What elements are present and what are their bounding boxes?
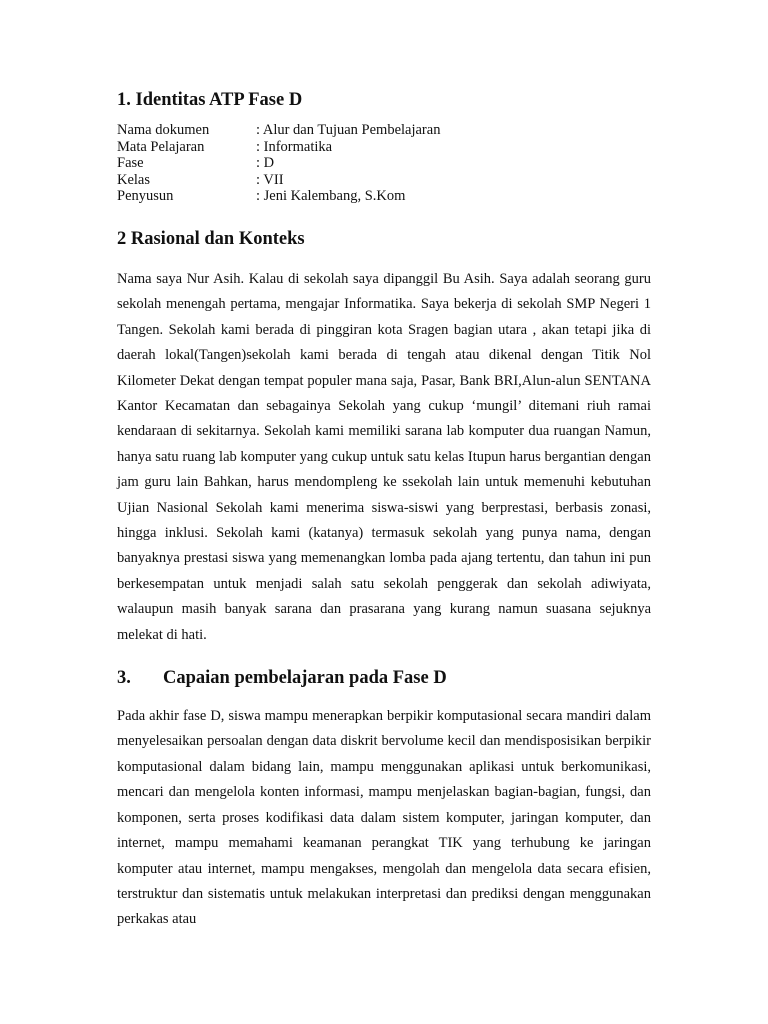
identity-row-kelas <box>117 172 651 189</box>
identity-table <box>117 122 651 205</box>
section-2-heading: 2 Rasional dan Konteks <box>117 228 305 249</box>
identity-label: Nama dokumen <box>117 122 210 138</box>
section-3-heading-row <box>117 664 651 692</box>
section-3-number: 3. <box>117 668 131 689</box>
section-3-paragraph: Pada akhir fase D, siswa mampu menerapkan berpikir komputasional secara mandiri dalam menyelesaikan persoalan dengan data diskrit bervolume kecil dan mendisposisikan berpikir komputasional dalam bidang lain, mampu menggunakan aplikasi untuk berkomunikasi, mencari dan mengelola konten informasi, mampu menjelaskan bagian-bagian, fungsi, dan komponen, serta proses kodifikasi data dalam sistem komputer, jaringan komputer, dan internet, mampu memahami keamanan perangkat TIK yang terhubung ke jaringan komputer atau internet, mampu mengakses, mengolah dan mengelola data secara efisien, terstruktur dan sistematis untuk melakukan interpretasi dan prediksi dengan menggunakan perkakas atau <box>117 708 651 928</box>
identity-row-penyusun <box>117 188 651 205</box>
identity-label: Fase <box>117 155 144 172</box>
identity-label: Penyusun <box>117 188 174 205</box>
identity-label: Kelas <box>117 171 151 188</box>
identity-value: : VII <box>256 171 284 188</box>
identity-value: : Jeni Kalembang, S.Kom <box>256 188 406 205</box>
identity-value: : Informatika <box>256 138 333 155</box>
identity-row-fase <box>117 155 651 172</box>
section-3-heading: Capaian pembelajaran pada Fase D <box>163 668 447 689</box>
identity-row-nama-dokumen <box>117 122 651 139</box>
identity-value: : D <box>256 155 275 172</box>
section-2-paragraph: Nama saya Nur Asih. Kalau di sekolah saya dipanggil Bu Asih. Saya adalah seorang guru sekolah menengah pertama, mengajar Informatika. Saya bekerja di sekolah SMP Negeri 1 Tangen. Sekolah kami berada di pinggiran kota Sragen bagian utara , akan tetapi jika di daerah lokal(Tangen)sekolah kami berada di tengah atau dikenal dengan Titik Nol Kilometer Dekat dengan tempat populer mana saja, Pasar, Bank BRI,Alun-alun SENTANA Kantor Kecamatan dan sebagainya Sekolah yang cukup ‘mungil’ ditemani riuh ramai kendaraan di sekitarnya. Sekolah kami memiliki sarana lab komputer dua ruangan Namun, hanya satu ruang lab komputer yang cukup untuk satu kelas Itupun harus bergantian dengan jam guru lain Bahkan, harus mendompleng ke ssekolah lain untuk memenuhi kebutuhan Ujian Nasional Sekolah kami menerima siswa-siswi yang berprestasi, berbasis zonasi, hingga inklusi. Sekolah kami (katanya) termasuk sekolah yang punya nama, dengan banyaknya prestasi siswa yang memenangkan lomba pada ajang tertentu, dan tahun ini pun berkesempatan untuk menjadi salah satu sekolah penggerak dan sekolah adiwiyata, walaupun masih banyak sarana dan prasarana yang kurang namun suasana sejuknya melekat di hati. <box>117 270 651 643</box>
identity-row-mata-pelajaran <box>117 139 651 156</box>
identity-label: Mata Pelajaran <box>117 138 205 155</box>
identity-value: : Alur dan Tujuan Pembelajaran <box>256 122 441 138</box>
document-content <box>117 86 651 933</box>
section-1-heading: 1. Identitas ATP Fase D <box>117 90 303 110</box>
